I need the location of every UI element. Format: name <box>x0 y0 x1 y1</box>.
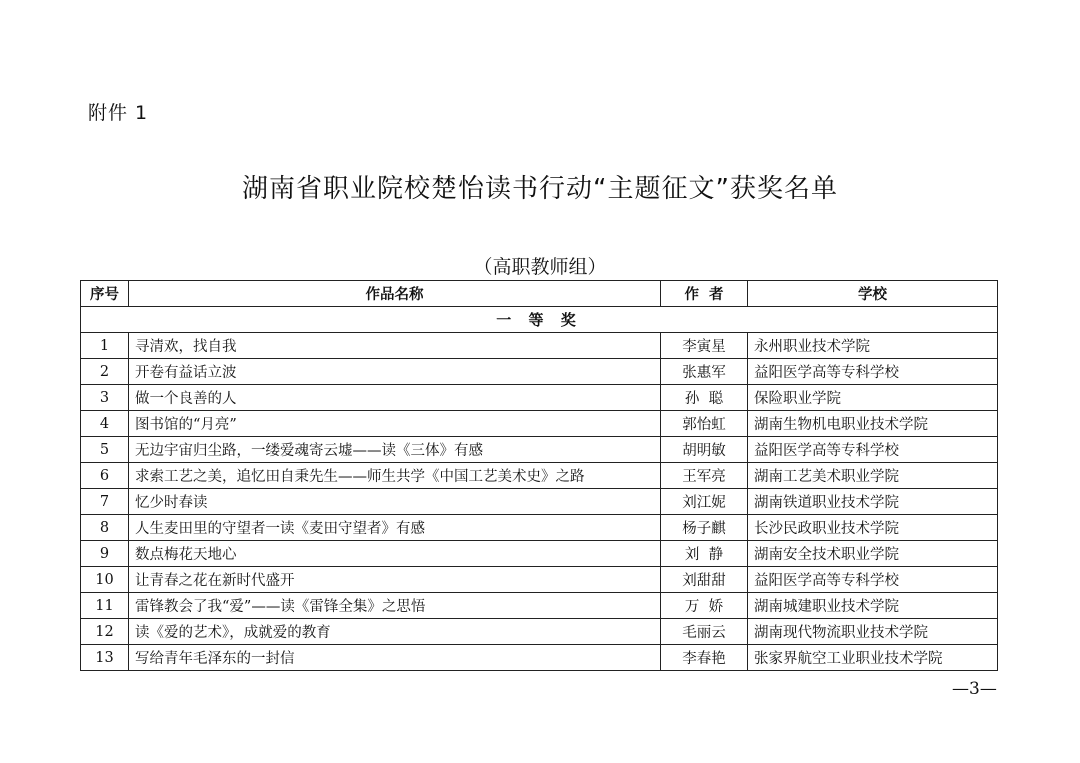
row-author: 刘江妮 <box>661 489 748 515</box>
row-number: 7 <box>81 489 129 515</box>
row-school: 湖南城建职业技术学院 <box>748 593 998 619</box>
table-row <box>81 359 998 385</box>
row-number: 12 <box>81 619 129 645</box>
row-school: 湖南安全技术职业学院 <box>748 541 998 567</box>
row-school: 湖南生物机电职业技术学院 <box>748 411 998 437</box>
row-number: 3 <box>81 385 129 411</box>
award-level: 一 等 奖 <box>81 307 998 333</box>
document-title: 湖南省职业院校楚怡读书行动“主题征文”获奖名单 <box>242 174 838 204</box>
row-author: 李春艳 <box>661 645 748 671</box>
row-work-title: 做一个良善的人 <box>129 385 661 411</box>
table-row <box>81 541 998 567</box>
table-row <box>81 489 998 515</box>
row-work-title: 开卷有益话立波 <box>129 359 661 385</box>
attachment-label: 附件 1 <box>88 102 149 124</box>
row-author: 胡明敏 <box>661 437 748 463</box>
table-row <box>81 463 998 489</box>
row-school: 永州职业技术学院 <box>748 333 998 359</box>
header-school: 学校 <box>748 281 998 307</box>
award-level-row <box>81 307 998 333</box>
table-row <box>81 333 998 359</box>
row-number: 1 <box>81 333 129 359</box>
row-work-title: 让青春之花在新时代盛开 <box>129 567 661 593</box>
table-row <box>81 515 998 541</box>
header-work: 作品名称 <box>129 281 661 307</box>
row-author: 王军亮 <box>661 463 748 489</box>
row-number: 10 <box>81 567 129 593</box>
row-work-title: 写给青年毛泽东的一封信 <box>129 645 661 671</box>
row-number: 9 <box>81 541 129 567</box>
table-row <box>81 567 998 593</box>
row-school: 湖南现代物流职业技术学院 <box>748 619 998 645</box>
row-school: 保险职业学院 <box>748 385 998 411</box>
row-school: 长沙民政职业技术学院 <box>748 515 998 541</box>
row-number: 5 <box>81 437 129 463</box>
table-header-row <box>81 281 998 307</box>
award-table <box>80 280 998 671</box>
table-row <box>81 385 998 411</box>
row-author: 万 娇 <box>661 593 748 619</box>
row-author: 刘 静 <box>661 541 748 567</box>
row-work-title: 人生麦田里的守望者一读《麦田守望者》有感 <box>129 515 661 541</box>
row-author: 孙 聪 <box>661 385 748 411</box>
table-row <box>81 645 998 671</box>
row-number: 11 <box>81 593 129 619</box>
page-number: —3— <box>952 679 997 699</box>
row-school: 湖南铁道职业技术学院 <box>748 489 998 515</box>
row-school: 张家界航空工业职业技术学院 <box>748 645 998 671</box>
row-number: 2 <box>81 359 129 385</box>
row-work-title: 雷锋教会了我“爱”——读《雷锋全集》之思悟 <box>129 593 661 619</box>
row-work-title: 数点梅花天地心 <box>129 541 661 567</box>
row-school: 益阳医学高等专科学校 <box>748 359 998 385</box>
row-number: 8 <box>81 515 129 541</box>
row-work-title: 无边宇宙归尘路，一缕爱魂寄云墟——读《三体》有感 <box>129 437 661 463</box>
row-number: 6 <box>81 463 129 489</box>
row-author: 杨子麒 <box>661 515 748 541</box>
row-author: 张惠军 <box>661 359 748 385</box>
row-author: 郭怡虹 <box>661 411 748 437</box>
row-school: 益阳医学高等专科学校 <box>748 437 998 463</box>
row-work-title: 求索工艺之美，追忆田自秉先生——师生共学《中国工艺美术史》之路 <box>129 463 661 489</box>
table-row <box>81 437 998 463</box>
row-author: 刘甜甜 <box>661 567 748 593</box>
row-work-title: 读《爱的艺术》，成就爱的教育 <box>129 619 661 645</box>
row-school: 湖南工艺美术职业学院 <box>748 463 998 489</box>
group-subtitle: （高职教师组） <box>473 256 607 278</box>
row-work-title: 图书馆的“月亮” <box>129 411 661 437</box>
table-row <box>81 411 998 437</box>
row-school: 益阳医学高等专科学校 <box>748 567 998 593</box>
row-work-title: 忆少时春读 <box>129 489 661 515</box>
header-no: 序号 <box>81 281 129 307</box>
row-author: 李寅星 <box>661 333 748 359</box>
row-number: 4 <box>81 411 129 437</box>
row-number: 13 <box>81 645 129 671</box>
table-row <box>81 619 998 645</box>
header-author: 作 者 <box>661 281 748 307</box>
row-work-title: 寻清欢，找自我 <box>129 333 661 359</box>
table-row <box>81 593 998 619</box>
row-author: 毛丽云 <box>661 619 748 645</box>
